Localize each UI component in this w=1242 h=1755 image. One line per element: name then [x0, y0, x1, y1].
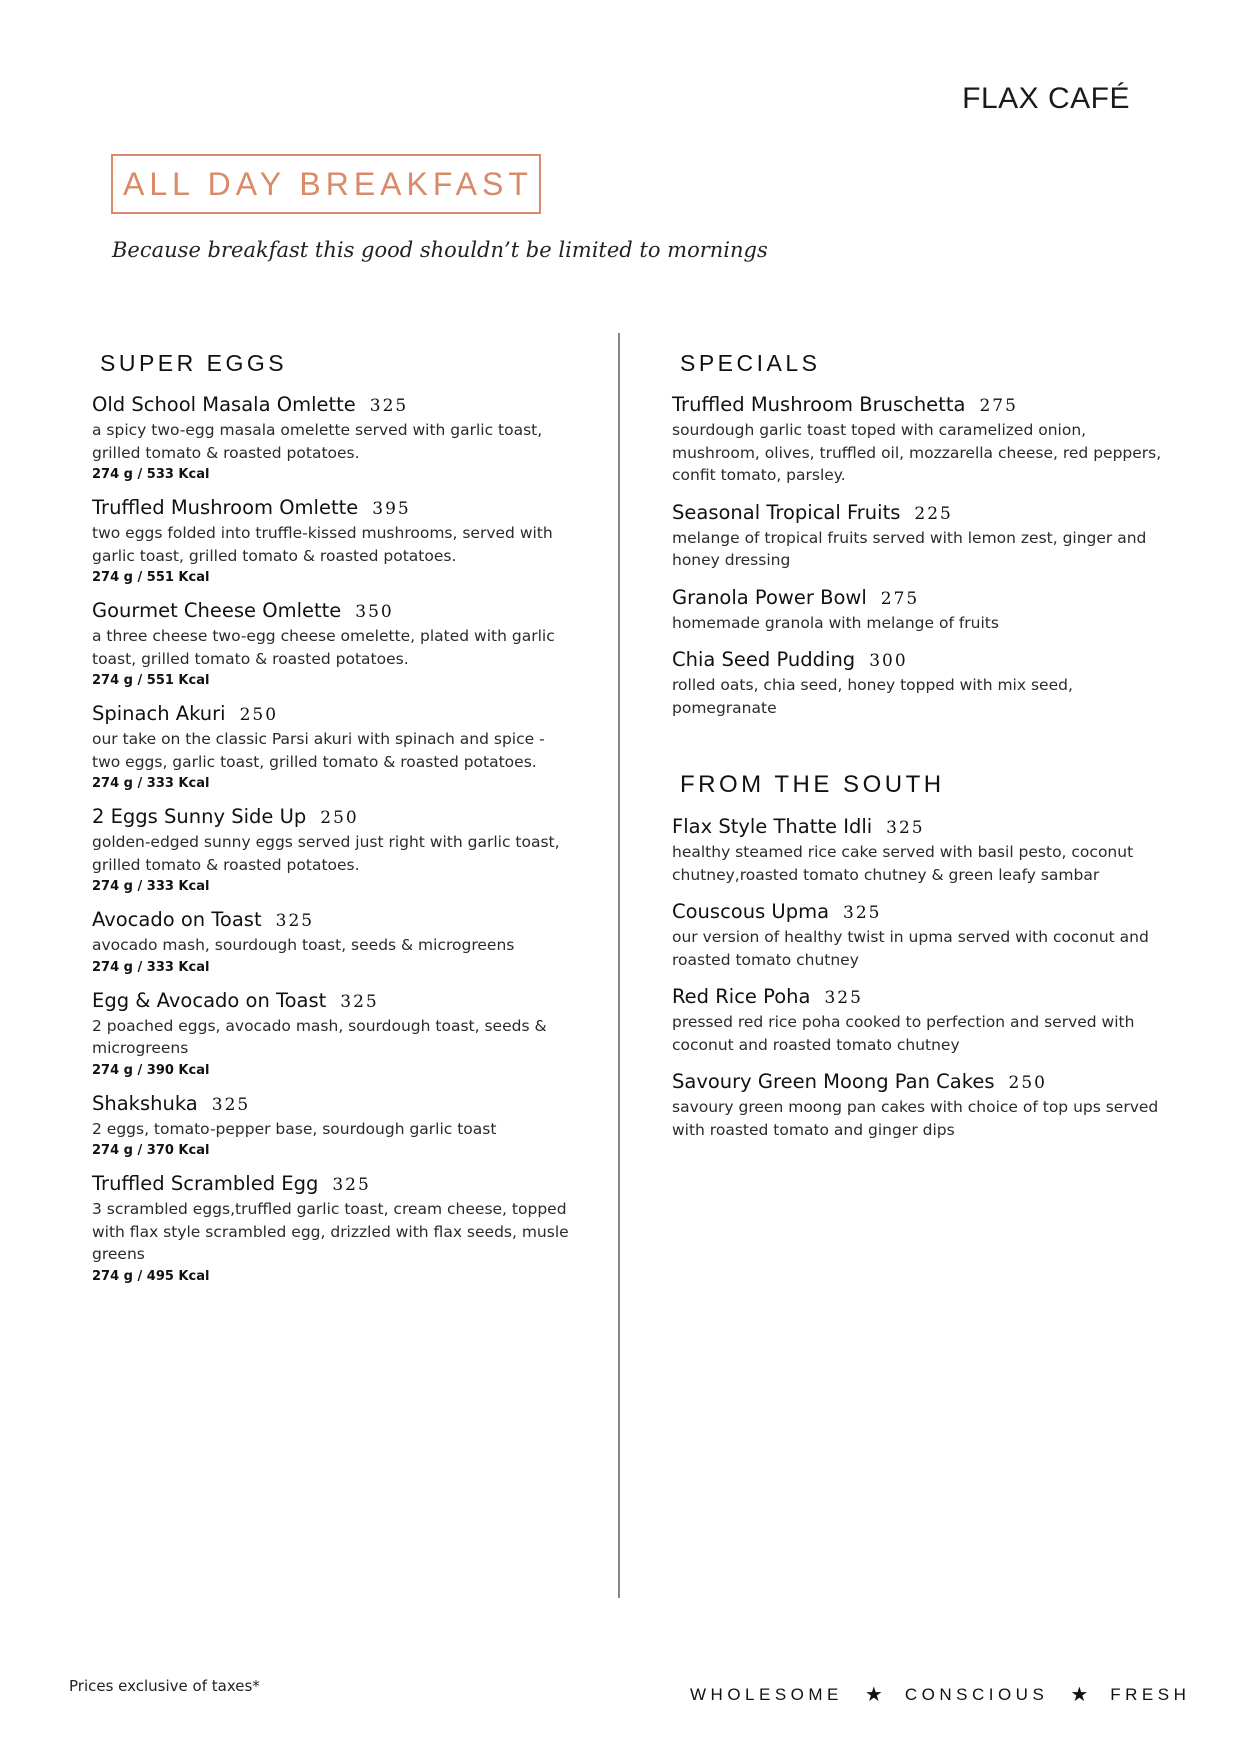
menu-item-name: Old School Masala Omlette — [92, 393, 356, 416]
tag-fresh: FRESH — [1110, 1684, 1191, 1704]
menu-item-price: 325 — [211, 1094, 251, 1115]
menu-item — [92, 989, 572, 1078]
menu-item-header — [92, 989, 572, 1012]
menu-item-description: healthy steamed rice cake served with basil pesto, coconut chutney,roasted tomato chutney & green leafy sambar — [672, 843, 1134, 884]
page-title: ALL DAY BREAKFAST — [123, 165, 533, 202]
footer-tagline — [690, 1682, 1190, 1707]
menu-item-description: sourdough garlic toast toped with caramelized onion, mushroom, olives, truffled oil, mozzarella cheese, red peppers, confit tomato, parsley. — [672, 421, 1162, 484]
menu-item-price: 325 — [824, 988, 863, 1008]
menu-item-price: 395 — [372, 499, 411, 519]
section-heading: FROM THE SOUTH — [680, 771, 945, 798]
menu-item-header — [672, 900, 1172, 923]
menu-item-header — [92, 702, 572, 725]
right-column — [672, 350, 1172, 1155]
menu-item-header — [92, 393, 572, 416]
tag-conscious: CONSCIOUS — [904, 1684, 1049, 1704]
menu-item-nutrition: 274 g / 551 Kcal — [92, 570, 210, 585]
menu-item-nutrition: 274 g / 495 Kcal — [92, 1268, 210, 1284]
menu-item-nutrition: 274 g / 370 Kcal — [92, 1143, 210, 1158]
menu-item-description: melange of tropical fruits served with lemon zest, ginger and honey dressing — [672, 528, 1147, 569]
menu-item-description: a three cheese two-egg cheese omelette, plated with garlic toast, grilled tomato & roasted potatoes. — [92, 627, 555, 668]
menu-item-header — [92, 805, 572, 828]
menu-item-header — [92, 908, 572, 931]
menu-item-name: Red Rice Poha — [672, 985, 811, 1008]
menu-item-header — [672, 586, 1172, 609]
menu-item-description: 2 poached eggs, avocado mash, sourdough toast, seeds & microgreens — [92, 1016, 547, 1057]
menu-item-description: our take on the classic Parsi akuri with spinach and spice - two eggs, garlic toast, grilled tomato & roasted potatoes. — [92, 730, 545, 771]
menu-item-nutrition: 274 g / 333 Kcal — [92, 959, 210, 975]
menu-item-header — [672, 1070, 1172, 1093]
page-title-box — [111, 154, 541, 214]
menu-item — [92, 908, 572, 975]
star-icon: ★ — [1070, 1684, 1089, 1706]
menu-item-name: 2 Eggs Sunny Side Up — [92, 805, 307, 828]
menu-item-price: 275 — [880, 588, 920, 609]
column-divider — [618, 333, 620, 1598]
menu-item-name: Shakshuka — [92, 1091, 198, 1115]
brand-name: FLAX CAFÉ — [962, 82, 1130, 115]
menu-item-description: pressed red rice poha cooked to perfection and served with coconut and roasted tomato chutney — [672, 1013, 1135, 1054]
menu-item-name: Flax Style Thatte Idli — [672, 815, 873, 838]
menu-item-nutrition: 274 g / 533 Kcal — [92, 467, 210, 482]
menu-item — [672, 985, 1172, 1056]
left-column — [92, 350, 572, 1298]
menu-item — [672, 1070, 1172, 1141]
menu-item-description: golden-edged sunny eggs served just right with garlic toast, grilled tomato & roasted potatoes. — [92, 833, 560, 874]
menu-item — [672, 900, 1172, 971]
menu-item-price: 325 — [275, 911, 315, 931]
menu-item-price: 300 — [869, 651, 908, 671]
menu-item-header — [672, 393, 1172, 416]
menu-item-price: 250 — [239, 705, 279, 725]
menu-item-description: rolled oats, chia seed, honey topped with mix seed, pomegranate — [672, 676, 1073, 717]
menu-item-description: a spicy two-egg masala omelette served with garlic toast, grilled tomato & roasted potatoes. — [92, 421, 543, 462]
menu-item-nutrition: 274 g / 390 Kcal — [92, 1062, 210, 1078]
menu-item-price: 325 — [369, 396, 409, 416]
menu-item — [92, 1092, 572, 1159]
menu-item-name: Seasonal Tropical Fruits — [672, 500, 901, 524]
menu-item-header — [672, 648, 1172, 671]
section-heading: SUPER EGGS — [100, 350, 288, 376]
menu-item-description: two eggs folded into truffle-kissed mushrooms, served with garlic toast, grilled tomato & roasted potatoes. — [92, 524, 553, 565]
tax-note: Prices exclusive of taxes* — [69, 1677, 260, 1695]
menu-item-nutrition: 274 g / 551 Kcal — [92, 673, 210, 688]
menu-item-name: Truffled Mushroom Omlette — [92, 496, 359, 519]
menu-item-price: 225 — [914, 503, 953, 524]
menu-item-header — [92, 1092, 572, 1115]
menu-item-price: 250 — [320, 808, 359, 828]
menu-item-header — [92, 599, 572, 622]
menu-item — [92, 599, 572, 688]
menu-item — [92, 702, 572, 791]
menu-item-price: 325 — [340, 991, 379, 1012]
menu-item-header — [672, 815, 1172, 838]
menu-item-description: our version of healthy twist in upma served with coconut and roasted tomato chutney — [672, 928, 1149, 969]
menu-item-price: 275 — [979, 396, 1018, 416]
menu-item-description: avocado mash, sourdough toast, seeds & microgreens — [92, 936, 515, 954]
tag-wholesome: WHOLESOME — [690, 1684, 843, 1704]
menu-item-header — [672, 985, 1172, 1008]
menu-item — [92, 805, 572, 894]
menu-item-name: Couscous Upma — [672, 900, 830, 923]
menu-item-description: homemade granola with melange of fruits — [672, 613, 999, 632]
menu-item-name: Avocado on Toast — [92, 908, 262, 931]
menu-item-name: Granola Power Bowl — [672, 585, 867, 609]
menu-item — [92, 393, 572, 482]
menu-item-header — [672, 501, 1172, 524]
menu-item — [672, 648, 1172, 719]
menu-item-price: 325 — [843, 903, 882, 923]
menu-item-price: 325 — [332, 1175, 371, 1195]
menu-item-name: Gourmet Cheese Omlette — [92, 599, 342, 622]
page-subtitle: Because breakfast this good shouldn’t be limited to mornings — [112, 238, 768, 262]
menu-item-price: 350 — [355, 602, 394, 622]
menu-item — [672, 815, 1172, 886]
menu-item-header — [92, 496, 572, 519]
menu-item-name: Chia Seed Pudding — [672, 648, 856, 671]
menu-item — [672, 393, 1172, 487]
menu-item-name: Egg & Avocado on Toast — [92, 988, 327, 1012]
menu-item — [92, 1172, 572, 1284]
menu-item-price: 250 — [1008, 1073, 1047, 1093]
section-heading: SPECIALS — [680, 350, 821, 376]
menu-item-nutrition: 274 g / 333 Kcal — [92, 879, 210, 894]
menu-item-header — [92, 1172, 572, 1195]
menu-item-description: 2 eggs, tomato-pepper base, sourdough garlic toast — [92, 1119, 497, 1138]
menu-item-nutrition: 274 g / 333 Kcal — [92, 776, 210, 791]
menu-item-description: savoury green moong pan cakes with choice of top ups served with roasted tomato and ginger dips — [672, 1098, 1159, 1139]
menu-item — [672, 586, 1172, 635]
menu-item-name: Truffled Scrambled Egg — [92, 1172, 319, 1195]
menu-item-name: Truffled Mushroom Bruschetta — [672, 393, 966, 416]
menu-item-price: 325 — [886, 818, 925, 838]
menu-item-name: Spinach Akuri — [92, 702, 226, 725]
star-icon: ★ — [864, 1684, 883, 1706]
menu-item-description: 3 scrambled eggs,truffled garlic toast, cream cheese, topped with flax style scrambled egg, drizzled with flax seeds, musle greens — [92, 1200, 569, 1263]
menu-item-name: Savoury Green Moong Pan Cakes — [672, 1070, 995, 1093]
menu-item — [672, 501, 1172, 572]
menu-item — [92, 496, 572, 585]
